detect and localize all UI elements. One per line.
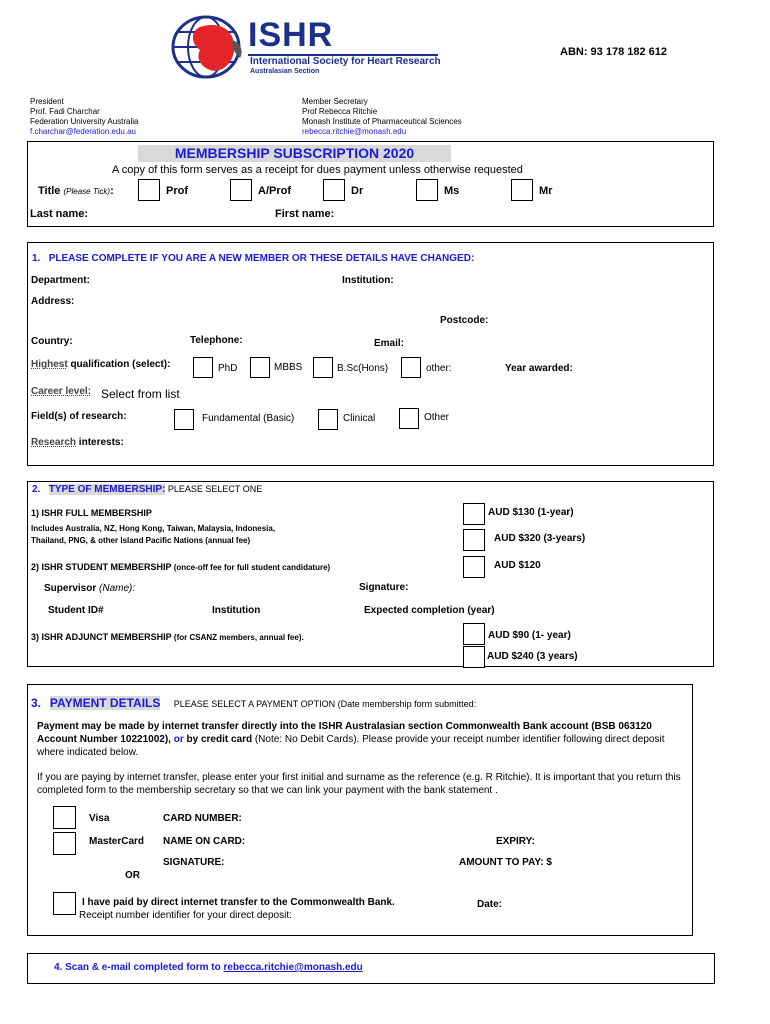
postcode-label: Postcode: (440, 315, 489, 326)
email-label: Email: (374, 338, 405, 349)
title-checkbox-prof[interactable] (138, 179, 160, 201)
president-org: Federation University Australia (30, 117, 139, 126)
field-option-other: Other (424, 412, 450, 423)
card-number-label: CARD NUMBER: (163, 813, 242, 824)
full-3yr-option: AUD $320 (3-years) (494, 533, 586, 544)
adjunct-note: (for CSANZ members, annual fee). (171, 633, 304, 642)
field-checkbox-other[interactable] (399, 408, 419, 429)
qual-option-mbbs: MBBS (274, 362, 303, 373)
adjunct-membership-title (31, 632, 304, 642)
payment-text-rest: (Note: No Debit Cards). Please provide your receipt number identifier following direct deposit where indicated below. (37, 734, 665, 758)
president-title: President (30, 97, 64, 106)
secretary-org: Monash Institute of Pharmaceutical Sciences (302, 117, 462, 126)
amount-label: AMOUNT TO PAY: $ (459, 857, 552, 868)
section1-number: 1. (32, 253, 41, 264)
signature-label: Signature: (359, 582, 409, 593)
year-awarded-label: Year awarded: (505, 363, 573, 374)
adjunct-title-text: 3) ISHR ADJUNCT MEMBERSHIP (31, 632, 172, 642)
section3-heading-note: PLEASE SELECT A PAYMENT OPTION (Date membership form submitted: (173, 699, 477, 709)
title-option-aprof: A/Prof (258, 185, 291, 197)
title-checkbox-ms[interactable] (416, 179, 438, 201)
section2-heading-text: TYPE OF MEMBERSHIP: (48, 484, 166, 495)
full-membership-desc (31, 523, 275, 547)
full-1yr-option: AUD $130 (1-year) (488, 507, 574, 518)
secretary-email[interactable]: rebecca.ritchie@monash.edu (302, 127, 407, 136)
field-checkbox-clinical[interactable] (318, 409, 338, 430)
qual-checkbox-mbbs[interactable] (250, 357, 270, 378)
field-checkbox-fundamental[interactable] (174, 409, 194, 430)
department-label: Department: (31, 275, 90, 286)
abn: ABN: 93 178 182 612 (560, 46, 668, 58)
research-interests-label (31, 437, 124, 448)
title-colon: : (110, 185, 114, 197)
field-option-fundamental: Fundamental (Basic) (202, 413, 295, 424)
institution-label: Institution: (342, 275, 394, 286)
fields-label: Field(s) of research: (31, 411, 127, 422)
student-institution-label: Institution (212, 605, 261, 616)
research-label-rest: interests: (76, 437, 124, 448)
mastercard-label: MasterCard (89, 836, 145, 847)
adjunct-1yr-option: AUD $90 (1- year) (488, 630, 571, 641)
direct-transfer-label: I have paid by direct internet transfer to the Commonwealth Bank. (82, 897, 395, 908)
full-3yr-checkbox[interactable] (463, 529, 485, 551)
section4-label: 4. Scan & e-mail completed form to (54, 962, 224, 973)
field-option-clinical: Clinical (343, 413, 376, 424)
subscription-title: MEMBERSHIP SUBSCRIPTION 2020 (138, 145, 451, 162)
career-level-select[interactable]: Select from list (101, 387, 180, 401)
title-option-mr: Mr (539, 185, 553, 197)
direct-transfer-checkbox[interactable] (53, 892, 76, 915)
logo-subtitle: International Society for Heart Research (250, 56, 441, 67)
research-label-hi: Research (31, 437, 77, 448)
section3-heading (31, 694, 476, 712)
full-desc-line1: Includes Australia, NZ, Hong Kong, Taiwan, Malaysia, Indonesia, (31, 524, 276, 533)
telephone-label: Telephone: (190, 335, 243, 346)
receipt-label: Receipt number identifier for your direct deposit: (79, 910, 292, 921)
qual-option-bsc: B.Sc(Hons) (337, 363, 389, 374)
payment-text-bold-b: by credit card (183, 734, 253, 745)
name-on-card-label: NAME ON CARD: (163, 836, 246, 847)
section2-heading (32, 484, 262, 495)
qual-option-other: other: (426, 363, 452, 374)
section1-heading (32, 253, 474, 264)
career-level-label: Career level: (31, 386, 92, 397)
last-name-label: Last name: (30, 208, 89, 220)
country-label: Country: (31, 336, 73, 347)
payment-text-or: or (173, 734, 184, 745)
title-checkbox-dr[interactable] (323, 179, 345, 201)
subscription-note: A copy of this form serves as a receipt for dues payment unless otherwise requested (112, 164, 523, 176)
payment-instructions (37, 720, 689, 759)
secretary-title: Member Secretary (302, 97, 368, 106)
full-desc-line2: Thailand, PNG, & other Island Pacific Nations (annual fee) (31, 536, 251, 545)
title-option-prof: Prof (166, 185, 188, 197)
title-checkbox-aprof[interactable] (230, 179, 252, 201)
qual-checkbox-bsc[interactable] (313, 357, 333, 378)
president-name: Prof. Fadi Charchar (30, 107, 100, 116)
mastercard-checkbox[interactable] (53, 832, 76, 855)
qualification-label (31, 359, 170, 370)
address-label: Address: (31, 296, 75, 307)
visa-label: Visa (89, 813, 110, 824)
section4-email-link[interactable]: rebecca.ritchie@monash.edu (223, 962, 363, 973)
president-block (30, 97, 139, 137)
adjunct-1yr-checkbox[interactable] (463, 623, 485, 645)
logo-text: ISHR (248, 16, 334, 54)
transfer-instructions: If you are paying by internet transfer, please enter your first initial and surname as the reference (e.g. R Ritchie). It is important that you return this completed form to the membership secretary so that we can link your payment with the bank statement . (37, 772, 681, 796)
first-name-label: First name: (275, 208, 335, 220)
qualification-label-hi: Highest (31, 359, 68, 370)
ishr-logo (170, 14, 450, 80)
supervisor-hint: (Name): (96, 583, 136, 594)
student-title-text: 2) ISHR STUDENT MEMBERSHIP (31, 562, 172, 572)
title-option-ms: Ms (444, 185, 460, 197)
supervisor-text: Supervisor (44, 583, 97, 594)
supervisor-label (44, 583, 135, 594)
secretary-block (302, 97, 462, 137)
section2-number: 2. (32, 484, 41, 495)
title-option-dr: Dr (351, 185, 364, 197)
secretary-name: Prof Rebecca Ritchie (302, 107, 378, 116)
qual-checkbox-phd[interactable] (193, 357, 213, 378)
or-label: OR (125, 870, 140, 881)
card-signature-label: SIGNATURE: (163, 857, 225, 868)
president-email[interactable]: f.charchar@federation.edu.au (30, 127, 136, 136)
section3-heading-text: PAYMENT DETAILS (49, 696, 161, 710)
student-option: AUD $120 (494, 560, 541, 571)
student-note: (once-off fee for full student candidature) (171, 563, 331, 572)
title-label (38, 185, 114, 197)
title-label-text: Title (38, 185, 61, 197)
full-membership-title: 1) ISHR FULL MEMBERSHIP (31, 508, 152, 518)
qualification-label-rest: qualification (select): (67, 359, 171, 370)
title-hint: (Please Tick) (63, 187, 111, 196)
expected-completion-label: Expected completion (year) (364, 605, 495, 616)
section3-number: 3. (31, 696, 42, 710)
qual-option-phd: PhD (218, 363, 238, 374)
globe-heart-icon (170, 14, 250, 80)
logo-section: Australasian Section (250, 68, 320, 75)
student-id-label: Student ID# (48, 605, 104, 616)
student-membership-title (31, 562, 330, 572)
section1-heading-text: PLEASE COMPLETE IF YOU ARE A NEW MEMBER OR THESE DETAILS HAVE CHANGED: (48, 253, 475, 264)
expiry-label: EXPIRY: (496, 836, 535, 847)
title-checkbox-mr[interactable] (511, 179, 533, 201)
date-label: Date: (477, 899, 503, 910)
adjunct-3yr-checkbox[interactable] (463, 646, 485, 668)
section4-text (54, 962, 363, 973)
qual-checkbox-other[interactable] (401, 357, 421, 378)
visa-checkbox[interactable] (53, 806, 76, 829)
student-checkbox[interactable] (463, 556, 485, 578)
adjunct-3yr-option: AUD $240 (3 years) (487, 651, 578, 662)
payment-text-bold-a: Payment may be made by internet transfer directly into the ISHR Australasian section Commonwealth Bank account (BSB 063120 Account Number 10221002), (37, 721, 652, 745)
section2-heading-note: PLEASE SELECT ONE (165, 484, 263, 494)
full-1yr-checkbox[interactable] (463, 503, 485, 525)
